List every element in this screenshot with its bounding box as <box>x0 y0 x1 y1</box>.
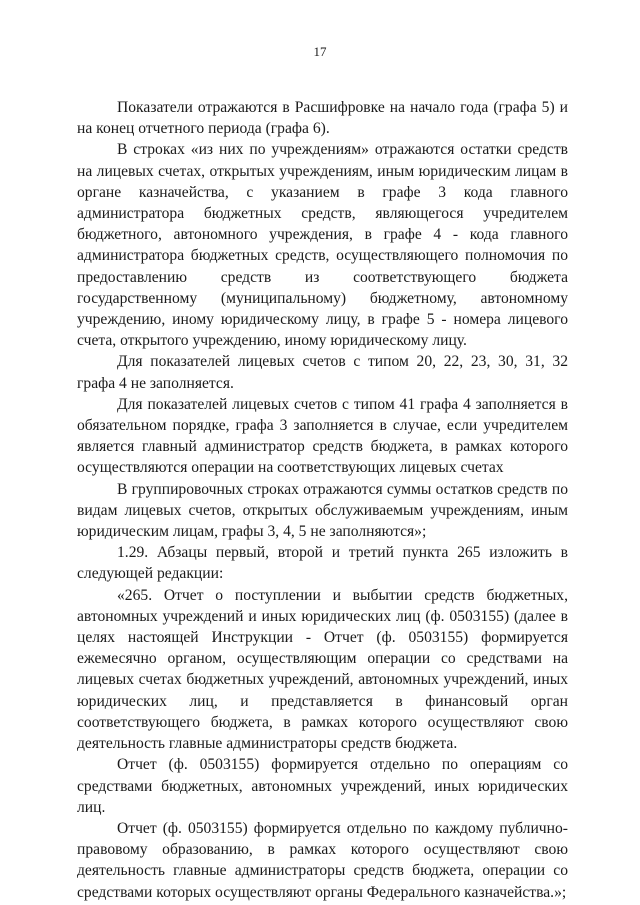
paragraph-grouping-rows: В группировочных строках отражаются суммы остатков средств по видам лицевых счетов, открытых обслуживаемым учреждениям, иным юридическим лицам, графы 3, 4, 5 не заполняются»; <box>77 480 568 541</box>
page-number: 17 <box>313 44 327 59</box>
paragraph-item-265: «265. Отчет о поступлении и выбытии средств бюджетных, автономных учреждений и иных юридических лиц (ф. 0503155) (далее в целях настоящей Инструкции - Отчет (ф. 0503155) формируется ежемесячно органом, осуществляющим операции со средствами на лицевых счетах бюджетных учреждений, автономных учреждений, иных юридических лиц, и представляется в финансовый орган соответствующего бюджета, в рамках которого осуществляют свою деятельность главные администраторы средств бюджета. <box>77 586 568 753</box>
paragraph-report-by-entity: Отчет (ф. 0503155) формируется отдельно по каждому публично-правовому образованию, в рамках которого осуществляют свою деятельность главные администраторы средств бюджета, операции со средствами которых осуществляют органы Федерального казначейства.»; <box>77 819 568 901</box>
paragraph-item-1-29: 1.29. Абзацы первый, второй и третий пункта 265 изложить в следующей редакции: <box>77 544 568 583</box>
paragraph-report-by-operations: Отчет (ф. 0503155) формируется отдельно по операциям со средствами бюджетных, автономных учреждений, иных юридических лиц. <box>77 756 568 816</box>
document-body <box>77 97 568 903</box>
paragraph-indicators-reflection: Показатели отражаются в Расшифровке на начало года (графа 5) и на конец отчетного периода (графа 6). <box>77 99 568 138</box>
paragraph-rows-by-institutions: В строках «из них по учреждениям» отражаются остатки средств на лицевых счетах, открытых учреждениям, иным юридическим лицам в органе казначейства, с указанием в графе 3 кода главного администратора бюджетных средств, являющегося учредителем бюджетного, автономного учреждения, в графе 4 - кода главного администратора бюджетных средств, осуществляющего полномочия по предоставлению средств из соответствующего бюджета государственному (муниципальному) бюджетному, автономному учреждению, иному юридическому лицу, в графе 5 - номера лицевого счета, открытого учреждению, иному юридическому лицу. <box>77 141 568 350</box>
paragraph-account-type-41: Для показателей лицевых счетов с типом 41 графа 4 заполняется в обязательном порядке, графа 3 заполняется в случае, если учредителем является главный администратор средств бюджета, в рамках которого осуществляются операции на соответствующих лицевых счетах <box>77 395 568 477</box>
paragraph-account-types-20-32: Для показателей лицевых счетов с типом 20, 22, 23, 30, 31, 32 графа 4 не заполняется. <box>77 353 568 392</box>
